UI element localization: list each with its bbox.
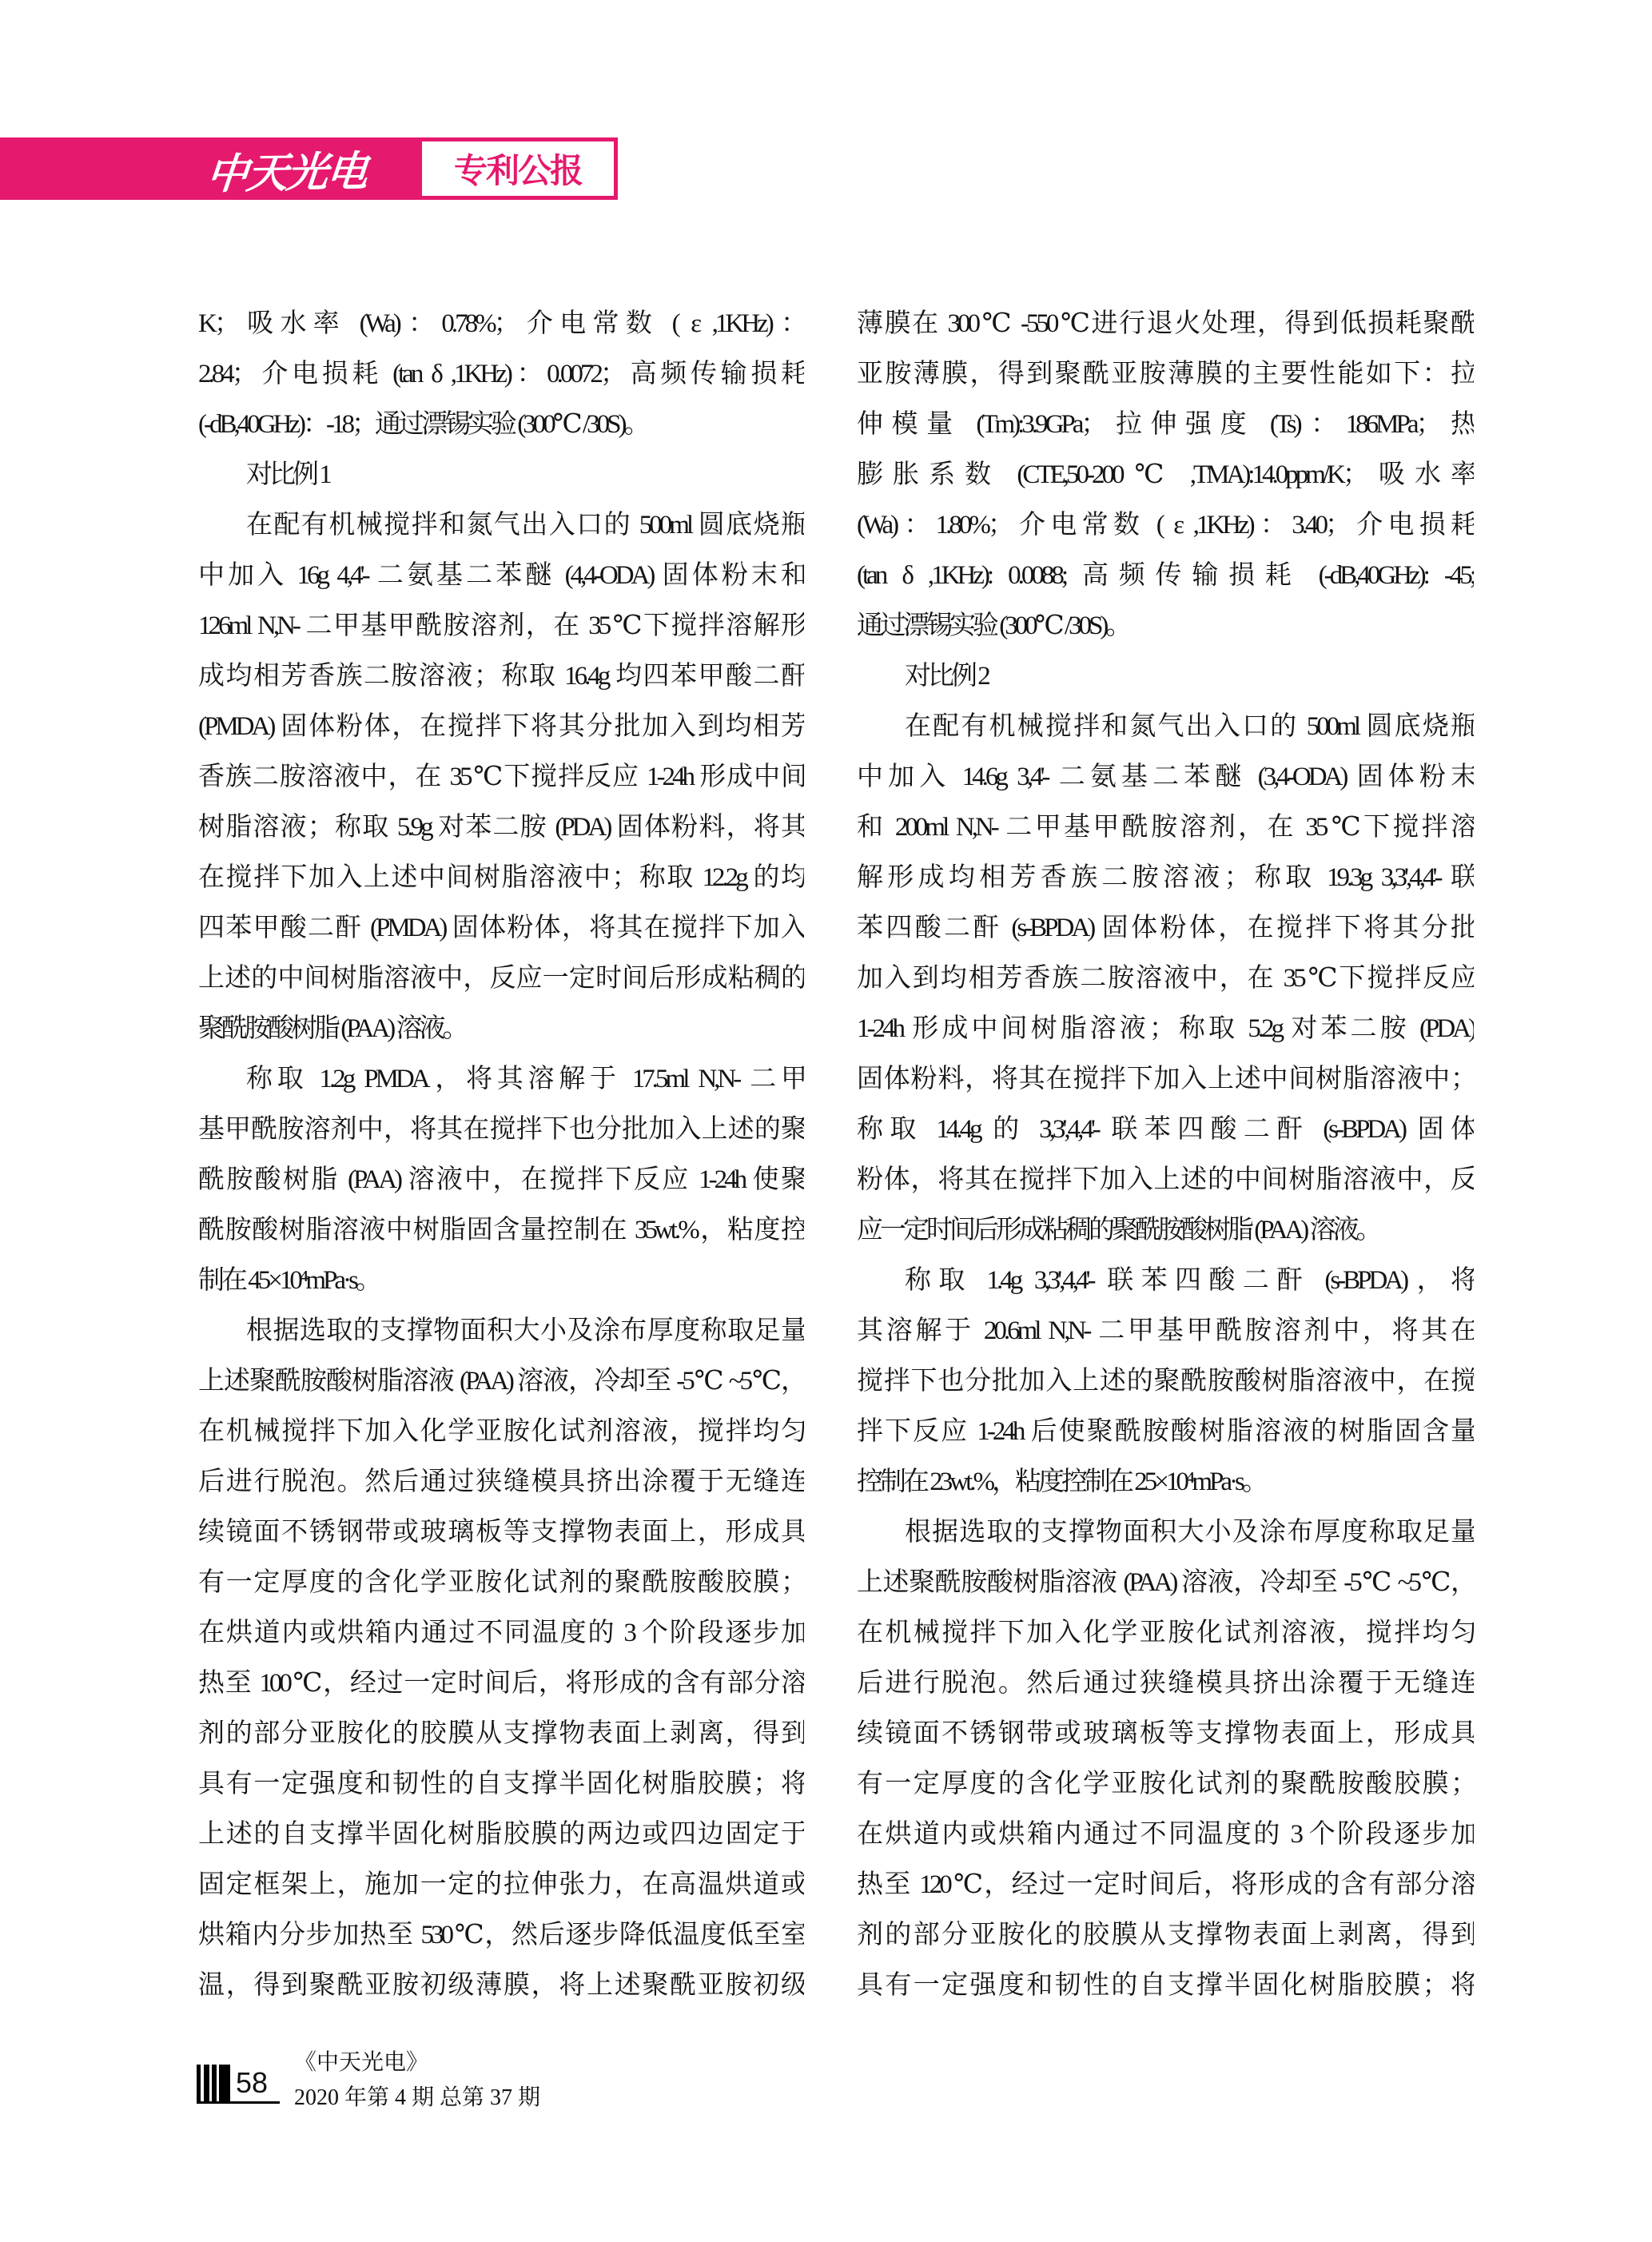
text-line: 在配有机械搅拌和氮气出入口的 500ml 圆底烧瓶 bbox=[246, 511, 804, 540]
text-line: (PMDA) 固体粉体，在搅拌下将其分批加入到均相芳 bbox=[198, 712, 804, 741]
text-line: 热至 120℃，经过一定时间后，将形成的含有部分溶 bbox=[857, 1870, 1474, 1899]
text-line: 树脂溶液；称取 5.9g 对苯二胺 (PDA) 固体粉料，将其 bbox=[198, 813, 804, 842]
company-logo: 中天光电 bbox=[204, 146, 369, 199]
text-line: 续镜面不锈钢带或玻璃板等支撑物表面上，形成具 bbox=[198, 1518, 804, 1547]
text-line: 热至 100℃，经过一定时间后，将形成的含有部分溶 bbox=[198, 1669, 804, 1698]
text-line: 其溶解于 20.6ml N,N- 二甲基甲酰胺溶剂中，将其在 bbox=[857, 1316, 1474, 1345]
text-line: 四苯甲酸二酐 (PMDA) 固体粉体，将其在搅拌下加入 bbox=[198, 914, 804, 942]
text-line: 有一定厚度的含化学亚胺化试剂的聚酰胺酸胶膜； bbox=[857, 1770, 1474, 1798]
barcode-bar bbox=[219, 2065, 230, 2103]
text-line: 基甲酰胺溶剂中，将其在搅拌下也分批加入上述的聚 bbox=[198, 1115, 804, 1144]
text-line: 膨胀系数 (CTE,50-200℃ ,TMA):14.0ppm/K；吸水率 bbox=[857, 460, 1474, 489]
text-line: 成均相芳香族二胺溶液；称取 16.4g 均四苯甲酸二酐 bbox=[198, 662, 804, 691]
text-line: 1-24h 形成中间树脂溶液；称取 5.2g 对苯二胺 (PDA) bbox=[857, 1014, 1474, 1043]
text-line: 烘箱内分步加热至 530℃，然后逐步降低温度低至室 bbox=[198, 1921, 804, 1949]
left-column bbox=[198, 299, 804, 2011]
text-line: 亚胺薄膜，得到聚酰亚胺薄膜的主要性能如下：拉 bbox=[857, 360, 1474, 388]
patent-gazette-badge bbox=[418, 137, 618, 200]
footer-rule bbox=[197, 2101, 280, 2104]
text-line: 在搅拌下加入上述中间树脂溶液中；称取 12.2g 的均 bbox=[198, 863, 804, 892]
text-line: 在烘道内或烘箱内通过不同温度的 3 个阶段逐步加 bbox=[857, 1820, 1474, 1849]
text-line: 具有一定强度和韧性的自支撑半固化树脂胶膜；将 bbox=[857, 1971, 1474, 2000]
text-line: 在配有机械搅拌和氮气出入口的 500ml 圆底烧瓶 bbox=[905, 712, 1474, 741]
text-line: 薄膜在 300℃ -550℃进行退火处理，得到低损耗聚酰 bbox=[857, 309, 1474, 338]
text-line: 通过漂锡实验 (300℃ /30S)。 bbox=[857, 611, 1129, 640]
text-line: 聚酰胺酸树脂 (PAA) 溶液。 bbox=[198, 1014, 466, 1043]
text-line: 对比例 1 bbox=[246, 460, 329, 489]
barcode-bar bbox=[204, 2065, 209, 2103]
text-line: 称取 1.4g 3,3',4,4'- 联苯四酸二酐 (s-BPDA)，将 bbox=[905, 1266, 1474, 1295]
text-line: 根据选取的支撑物面积大小及涂布厚度称取足量 bbox=[905, 1518, 1474, 1547]
text-line: 在机械搅拌下加入化学亚胺化试剂溶液，搅拌均匀 bbox=[198, 1417, 804, 1446]
barcode-bar bbox=[212, 2065, 217, 2103]
text-line: 2.84；介电损耗 (tan δ ,1KHz)：0.0072；高频传输损耗 bbox=[198, 360, 804, 388]
text-line: 后进行脱泡。然后通过狭缝模具挤出涂覆于无缝连 bbox=[198, 1467, 804, 1496]
text-line: 制在 45×10⁴mPa·s。 bbox=[198, 1266, 379, 1295]
text-line: 应一定时间后形成粘稠的聚酰胺酸树脂 (PAA) 溶液。 bbox=[857, 1216, 1379, 1244]
text-line: 搅拌下也分批加入上述的聚酰胺酸树脂溶液中，在搅 bbox=[857, 1367, 1474, 1396]
text-line: 在烘道内或烘箱内通过不同温度的 3 个阶段逐步加 bbox=[198, 1619, 804, 1647]
text-line: K；吸水率 (Wa)：0.78%；介电常数 ( ε ,1KHz)： bbox=[198, 309, 804, 338]
text-line: 加入到均相芳香族二胺溶液中，在 35℃下搅拌反应 bbox=[857, 964, 1474, 993]
text-line: 香族二胺溶液中，在 35℃下搅拌反应 1-24h 形成中间 bbox=[198, 763, 804, 791]
text-line: 上述的自支撑半固化树脂胶膜的两边或四边固定于 bbox=[198, 1820, 804, 1849]
text-line: 剂的部分亚胺化的胶膜从支撑物表面上剥离，得到 bbox=[198, 1719, 804, 1748]
text-line: 酰胺酸树脂溶液中树脂固含量控制在 35wt.%，粘度控 bbox=[198, 1216, 804, 1244]
badge-label: 专利公报 bbox=[453, 152, 582, 189]
text-line: 上述聚酰胺酸树脂溶液 (PAA) 溶液，冷却至 -5℃ ~5℃， bbox=[198, 1367, 804, 1396]
text-line: (tan δ ,1KHz): 0.0088; 高频传输损耗 (-dB,40GHz): -45; bbox=[857, 561, 1474, 590]
text-line: 固定框架上，施加一定的拉伸张力，在高温烘道或 bbox=[198, 1870, 804, 1899]
text-line: 解形成均相芳香族二胺溶液；称取 19.3g 3,3',4,4'- 联 bbox=[857, 863, 1474, 892]
text-line: (-dB,40GHz)：-18；通过漂锡实验 (300℃ /30S)。 bbox=[198, 410, 647, 439]
text-line: 和 200ml N,N- 二甲基甲酰胺溶剂，在 35℃下搅拌溶 bbox=[857, 813, 1474, 842]
text-line: 伸模量 (Tm):3.9GPa；拉伸强度 (Ts)：186MPa；热 bbox=[857, 410, 1474, 439]
text-line: 中加入 14.6g 3,4'- 二氨基二苯醚 (3,4-ODA) 固体粉末 bbox=[857, 763, 1474, 791]
text-line: 对比例 2 bbox=[905, 662, 988, 691]
text-line: 在机械搅拌下加入化学亚胺化试剂溶液，搅拌均匀 bbox=[857, 1619, 1474, 1647]
text-line: 具有一定强度和韧性的自支撑半固化树脂胶膜；将 bbox=[198, 1770, 804, 1798]
text-line: 酰胺酸树脂 (PAA) 溶液中，在搅拌下反应 1-24h 使聚 bbox=[198, 1165, 804, 1194]
text-line: 续镜面不锈钢带或玻璃板等支撑物表面上，形成具 bbox=[857, 1719, 1474, 1748]
text-line: 后进行脱泡。然后通过狭缝模具挤出涂覆于无缝连 bbox=[857, 1669, 1474, 1698]
issue-info: 2020 年第 4 期 总第 37 期 bbox=[294, 2085, 541, 2110]
text-line: 粉体，将其在搅拌下加入上述的中间树脂溶液中，反 bbox=[857, 1165, 1474, 1194]
text-line: 苯四酸二酐 (s-BPDA) 固体粉体，在搅拌下将其分批 bbox=[857, 914, 1474, 942]
brand-bar bbox=[0, 137, 418, 200]
text-line: 称取 1.2g PMDA，将其溶解于 17.5ml N,N- 二甲 bbox=[246, 1065, 804, 1093]
text-line: 中加入 16g 4,4'- 二氨基二苯醚 (4,4-ODA) 固体粉末和 bbox=[198, 561, 804, 590]
text-line: 拌下反应 1-24h 后使聚酰胺酸树脂溶液的树脂固含量 bbox=[857, 1417, 1474, 1446]
text-line: 剂的部分亚胺化的胶膜从支撑物表面上剥离，得到 bbox=[857, 1921, 1474, 1949]
barcode-bar bbox=[197, 2065, 201, 2103]
text-line: 有一定厚度的含化学亚胺化试剂的聚酰胺酸胶膜； bbox=[198, 1568, 804, 1597]
text-line: 上述的中间树脂溶液中，反应一定时间后形成粘稠的 bbox=[198, 964, 804, 993]
text-line: 温，得到聚酰亚胺初级薄膜，将上述聚酰亚胺初级 bbox=[198, 1971, 804, 2000]
text-line: 控制在 23wt.%，粘度控制在 25×10⁴mPa·s。 bbox=[857, 1467, 1265, 1496]
text-line: 称取 14.4g 的 3,3',4,4'- 联苯四酸二酐 (s-BPDA) 固体 bbox=[857, 1115, 1474, 1144]
text-line: 固体粉料，将其在搅拌下加入上述中间树脂溶液中； bbox=[857, 1065, 1474, 1093]
text-line: 根据选取的支撑物面积大小及涂布厚度称取足量 bbox=[246, 1316, 804, 1345]
text-line: (Wa)：1.80%；介电常数 ( ε ,1KHz)：3.40；介电损耗 bbox=[857, 511, 1474, 540]
page-number: 58 bbox=[236, 2066, 269, 2099]
right-column bbox=[857, 299, 1474, 2011]
barcode-icon bbox=[197, 2065, 230, 2103]
text-line: 126ml N,N- 二甲基甲酰胺溶剂，在 35℃下搅拌溶解形 bbox=[198, 611, 804, 640]
journal-title: 《中天光电》 bbox=[294, 2050, 429, 2075]
text-line: 上述聚酰胺酸树脂溶液 (PAA) 溶液，冷却至 -5℃ ~5℃， bbox=[857, 1568, 1474, 1597]
